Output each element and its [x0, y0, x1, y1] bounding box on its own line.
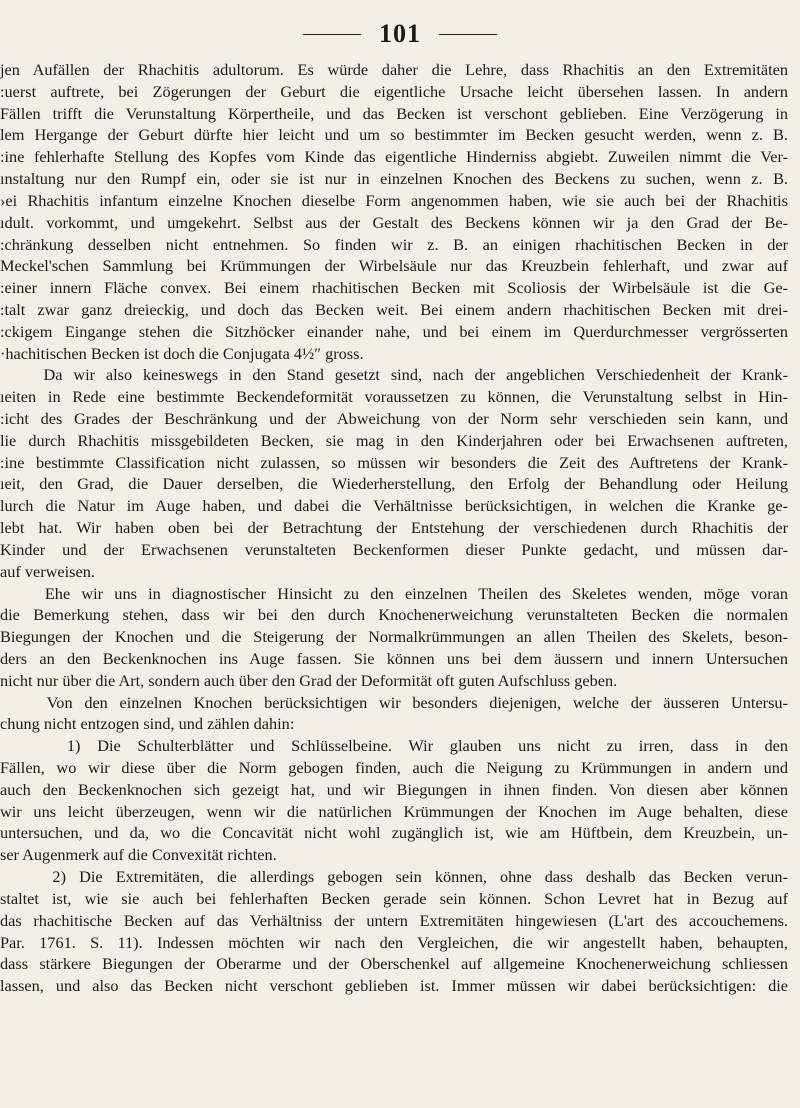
text-line: Biegungen der Knochen und die Steigerung der Normalkrümmungen an allen Theilen des Skelets, beson- — [0, 627, 788, 647]
text-line: wir uns leicht überzeugen, wenn wir die natürlichen Krümmungen der Knochen im Auge behalten, diese — [0, 801, 788, 821]
text-line: ıeit, den Grad, die Dauer derselben, die Wiederherstellung, den Erfolg der Behandlung oder Heilung — [0, 474, 788, 494]
text-line: auch den Beckenknochen sich gezeigt hat, und wir Biegungen in ihnen finden. Von diesen aber können — [0, 779, 788, 799]
text-line: Meckel'schen Sammlung bei Krümmungen der Wirbelsäule nur das Kreuzbein fehlerhaft, und zwar auf — [0, 256, 788, 276]
text-line: auf verweisen. — [0, 561, 95, 581]
text-line: jen Aufällen der Rhachitis adultorum. Es würde daher die Lehre, dass Rhachitis an den Extremitäten — [0, 60, 788, 79]
text-line: nicht nur über die Art, sondern auch über den Grad der Deformität oft guten Aufschluss geben. — [0, 670, 618, 690]
text-line: Par. 1761. S. 11). Indessen möchten wir nach den Vergleichen, die wir angestellt haben, behaupten, — [0, 932, 788, 952]
text-line: ders an den Beckenknochen ins Auge fassen. Sie können uns bei dem äussern und innern Untersuchen — [0, 648, 788, 668]
text-line: ıeiten in Rede eine bestimmte Beckendeformität voraussetzen zu können, die Verunstaltung selbst in Hin- — [0, 387, 788, 407]
text-line: Ehe wir uns in diagnostischer Hinsicht zu den einzelnen Theilen des Skeletes wenden, möge voran — [0, 583, 788, 603]
text-line: Fällen, wo wir diese über die Norm gebogen finden, auch die Neigung zu Krümmungen in andern und — [0, 758, 788, 777]
text-line: ·hachitischen Becken ist doch die Conjugata 4½″ gross. — [0, 343, 364, 363]
text-line: staltet ist, wie sie auch bei fehlerhaften Becken gerade sein können. Schon Levret hat in Bezug auf — [0, 888, 788, 908]
text-line: ›ei Rhachitis infantum einzelne Knochen dieselbe Form angenommen haben, wie sie auch bei der Rhachitis — [0, 190, 788, 210]
body-text — [0, 59, 788, 997]
text-line: lebt hat. Wir haben oben bei der Betrachtung der Entstehung der verschiedenen durch Rhachitis der — [0, 518, 788, 538]
text-line: :uerst auftrete, bei Zögerungen der Geburt die eigentliche Ursache leicht übersehen lassen. In andern — [0, 81, 788, 101]
text-line: lem Hergange der Geburt dürfte hier leicht und um so bestimmter im Becken gesucht werden, wenn z. B. — [0, 125, 788, 145]
text-line: dass stärkere Biegungen der Oberarme und der Oberschenkel auf allgemeine Knochenerweichung schliessen — [0, 954, 788, 974]
text-line: das rhachitische Becken auf das Verhältniss der untern Extremitäten hingewiesen (L'art des accouchemens. — [0, 910, 788, 930]
text-line: ınstaltung nur den Rumpf ein, oder sie ist nur in einzelnen Knochen des Beckens zu suchen, wenn z. B. — [0, 169, 788, 189]
header-rule-right — [439, 34, 497, 35]
text-line: Fällen trifft die Verunstaltung Körpertheile, und das Becken ist verschont geblieben. Eine Verzögerung in — [0, 103, 788, 123]
text-line: 1) Die Schulterblätter und Schlüsselbeine. Wir glauben uns nicht zu irren, dass in den — [0, 736, 788, 756]
text-line: chung nicht entzogen sind, und zählen dahin: — [0, 714, 295, 734]
text-line: ser Augenmerk auf die Convexität richten. — [0, 845, 277, 865]
text-line: Da wir also keineswegs in den Stand gesetzt sind, nach der angeblichen Verschiedenheit der Krank- — [0, 365, 788, 385]
text-line: die Bemerkung stehen, dass wir bei den durch Knochenerweichung verunstalteten Becken die normalen — [0, 605, 788, 625]
text-line: lassen, und also das Becken nicht verschont geblieben ist. Immer müssen wir dabei berücksichtigen: die — [0, 976, 788, 996]
text-line: ıdult. vorkommt, und umgekehrt. Selbst aus der Gestalt des Beckens können wir ja den Grad der Be- — [0, 212, 788, 232]
text-line: :ckigem Eingange stehen die Sitzhöcker einander nahe, und bei einem im Querdurchmesser vergrösserten — [0, 321, 788, 341]
text-line: Kinder und der Erwachsenen verunstalteten Beckenformen dieser Punkte gedacht, und müssen dar- — [0, 539, 788, 559]
text-line: 2) Die Extremitäten, die allerdings gebogen sein können, ohne dass deshalb das Becken verun- — [0, 867, 788, 887]
text-line: :chränkung desselben nicht entnehmen. So finden wir z. B. an einigen rhachitischen Becken in der — [0, 234, 788, 254]
page-header — [0, 16, 800, 52]
text-line: untersuchen, und da, wo die Concavität nicht wohl zugänglich ist, wie am Hüftbein, dem Kreuzbein, un- — [0, 823, 788, 843]
text-line: :talt zwar ganz dreieckig, und doch das Becken weit. Bei einem andern rhachitischen Becken mit drei- — [0, 299, 788, 319]
text-line: :ine bestimmte Classification nicht zulassen, so müssen wir besonders die Zeit des Auftretens der Krank- — [0, 452, 788, 472]
text-line: :icht des Grades der Beschränkung und der Abweichung von der Norm sehr verschieden sein kann, und — [0, 409, 788, 428]
text-line: :einer innern Fläche convex. Bei einem rhachitischen Becken mit Scoliosis der Wirbelsäule ist die Ge- — [0, 278, 788, 298]
header-rule-left — [303, 34, 361, 35]
text-line: lurch die Natur im Auge haben, und dabei die Verhältnisse berücksichtigen, in welchen die Kranke ge- — [0, 496, 788, 516]
text-line: :ine fehlerhafte Stellung des Kopfes vom Kinde das eigentliche Hinderniss abgiebt. Zuweilen nimmt die Ver- — [0, 147, 788, 167]
text-line: Von den einzelnen Knochen berücksichtigen wir besonders diejenigen, welche der äusseren Untersu- — [0, 692, 788, 712]
text-line: lie durch Rhachitis missgebildeten Becken, sie mag in den Kinderjahren oder bei Erwachsenen auftreten, — [0, 430, 788, 450]
page-number: 101 — [379, 19, 421, 48]
